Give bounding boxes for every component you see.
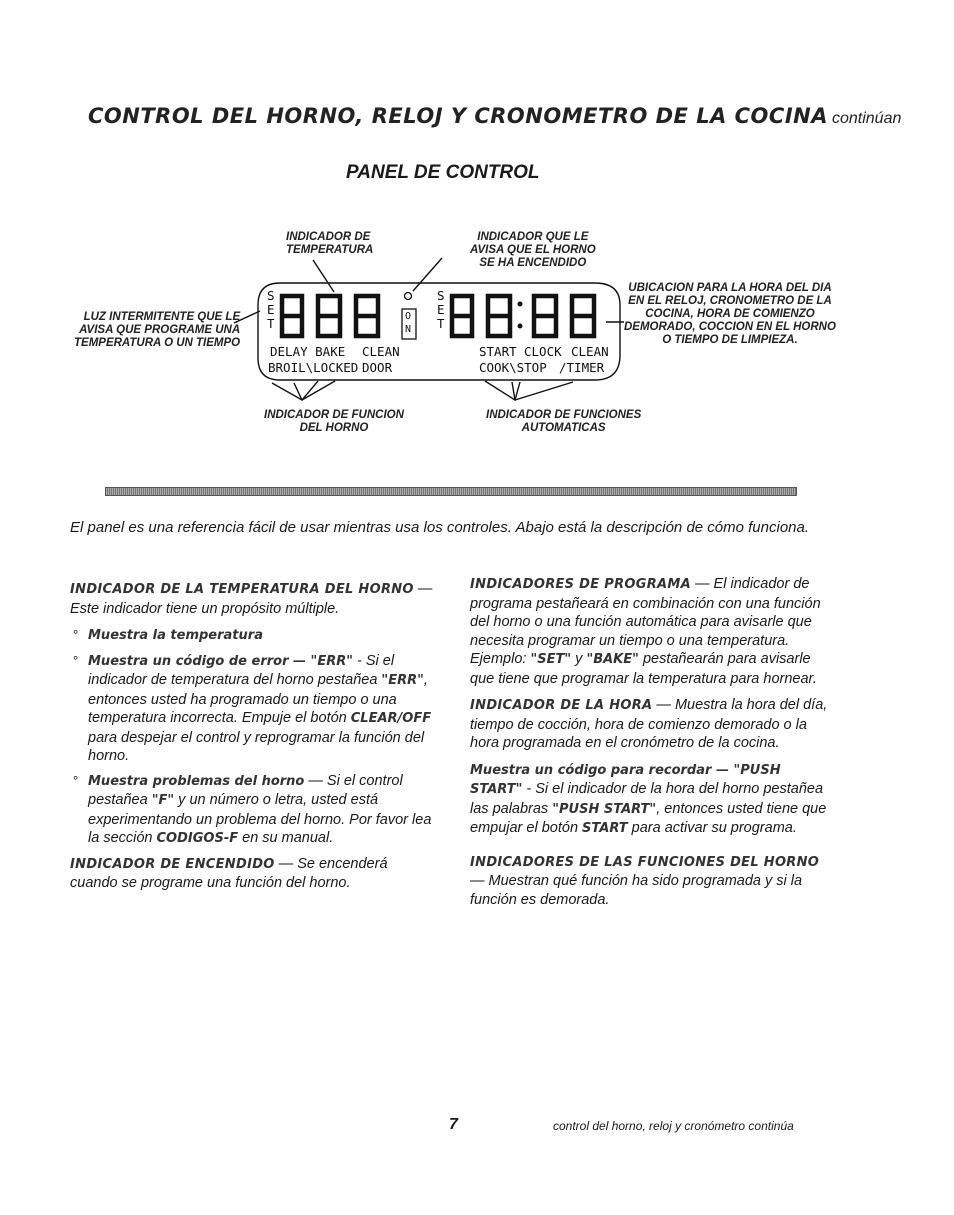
panel-cook-stop: COOK\STOP — [479, 360, 547, 375]
temp-digit-3 — [356, 296, 378, 336]
temp-digit-2 — [318, 296, 340, 336]
temp-digit-1 — [282, 296, 302, 336]
control-panel-diagram — [0, 0, 954, 480]
panel-clean-left: CLEAN — [362, 344, 400, 359]
time-indicator-heading: INDICADOR DE LA HORA — [470, 698, 653, 713]
divider-bar — [105, 487, 797, 496]
function-indicator-heading: INDICADORES DE LAS FUNCIONES DEL HORNO — [470, 854, 820, 870]
label-oven-function: INDICADOR DE FUNCION DEL HORNO — [264, 409, 404, 434]
colon-dot-top — [518, 302, 523, 307]
temp-indicator-paragraph: INDICADOR DE LA TEMPERATURA DEL HORNO — Este indicador tiene un propósito múltiple. — [70, 581, 433, 617]
function-indicator-paragraph: INDICADORES DE LAS FUNCIONES DEL HORNO — Muestran qué función ha sido programada y si la función es demorada. — [470, 854, 820, 908]
panel-broil-locked: BROIL\LOCKED — [268, 360, 359, 375]
section-subtitle: PANEL DE CONTROL — [346, 162, 540, 183]
panel-clock: CLOCK — [524, 344, 562, 359]
label-auto-function: INDICADOR DE FUNCIONES AUTOMATICAS — [486, 409, 642, 434]
set-letters-right: S E T — [437, 288, 445, 331]
set-letters-left: S E T — [267, 288, 275, 331]
intro-paragraph: El panel es una referencia fácil de usar mientras usa los controles. Abajo está la descripción de cómo funciona. — [70, 519, 810, 536]
leader-blink — [234, 311, 260, 323]
program-indicator-paragraph: INDICADORES DE PROGRAMA — El indicador de programa pestañeará en combinación con una función del horno o una función automática para avisarle que necesita programar un tiempo o una temperatura. Ejemplo: "SET" y "BAKE" pestañearán para avisarle que tiene que programar la temperatura para hornear. — [470, 576, 821, 687]
panel-start: START — [479, 344, 517, 359]
footer-continue-text: control del horno, reloj y cronómetro continúa — [553, 1119, 794, 1133]
on-indicator-heading: INDICADOR DE ENCENDIDO — [70, 856, 275, 872]
list-item: ° Muestra problemas del horno — Si el control pestañea "F" y un número o letra, usted está experimentando un problema del horno. Por favor lea la sección CODIGOS-F en su manual. — [88, 772, 436, 849]
label-time-location: UBICACION PARA LA HORA DEL DIA EN EL RELOJ, CRONOMETRO DE LA COCINA, HORA DE COMIENZO DEMORADO, COCCION EN EL HORNO O TIEMPO DE LIMPIEZA. — [624, 282, 836, 346]
label-blinking-light: LUZ INTERMITENTE QUE LE AVISA QUE PROGRAME UNA TEMPERATURA O UN TIEMPO — [74, 311, 241, 349]
on-indicator: O N — [405, 311, 412, 335]
bracket-left-b — [294, 381, 335, 400]
on-indicator-paragraph: INDICADOR DE ENCENDIDO — Se encenderá cuando se programe una función del horno. — [70, 855, 388, 891]
panel-delay-bake: DELAY BAKE — [270, 344, 346, 359]
title-suffix: continúan — [831, 110, 902, 127]
panel-door: DOOR — [362, 360, 393, 375]
program-indicator-heading: INDICADORES DE PROGRAMA — [470, 577, 691, 592]
colon-dot-bottom — [518, 324, 523, 329]
leader-temp — [313, 260, 334, 292]
label-temp-indicator: INDICADOR DE TEMPERATURA — [286, 231, 374, 256]
reminder-paragraph: Muestra un código para recordar — "PUSH START" - Si el indicador de la hora del horno pestañea las palabras "PUSH START", entonces usted tiene que empujar el botón START para activar su programa. — [470, 762, 827, 836]
temp-indicator-list — [70, 626, 436, 849]
left-column — [70, 580, 436, 901]
label-oven-on-indicator: INDICADOR QUE LE AVISA QUE EL HORNO SE HA ENCENDIDO — [470, 231, 596, 269]
bracket-right-b — [512, 382, 573, 400]
clock-digit-1 — [452, 296, 472, 336]
panel-clean-right: CLEAN — [571, 344, 609, 359]
right-column — [470, 575, 836, 917]
clock-digit-4 — [572, 296, 594, 336]
clock-digit-2 — [488, 296, 510, 336]
list-item: ° Muestra un código de error — "ERR" - Si el indicador de temperatura del horno pestañea "ERR", entonces usted ha programado un tiempo o una temperatura incorrecta. Empuje el botón CLEAR/OFF para despejar el control y reprogramar la función del horno. — [88, 652, 436, 766]
time-indicator-paragraph: INDICADOR DE LA HORA — Muestra la hora del día, tiempo de cocción, hora de comienzo demorado o la hora programada en el cronómetro de la cocina. — [470, 697, 828, 751]
panel-timer: /TIMER — [559, 360, 605, 375]
title-text: CONTROL DEL HORNO, RELOJ Y CRONOMETRO DE LA COCINA — [88, 104, 828, 128]
leader-on — [413, 258, 442, 291]
clock-digit-3 — [534, 296, 556, 336]
list-item: ° Muestra la temperatura — [88, 626, 436, 646]
degree-symbol — [405, 293, 412, 300]
temp-indicator-heading: INDICADOR DE LA TEMPERATURA DEL HORNO — [70, 582, 414, 597]
page-number: 7 — [449, 1116, 458, 1133]
